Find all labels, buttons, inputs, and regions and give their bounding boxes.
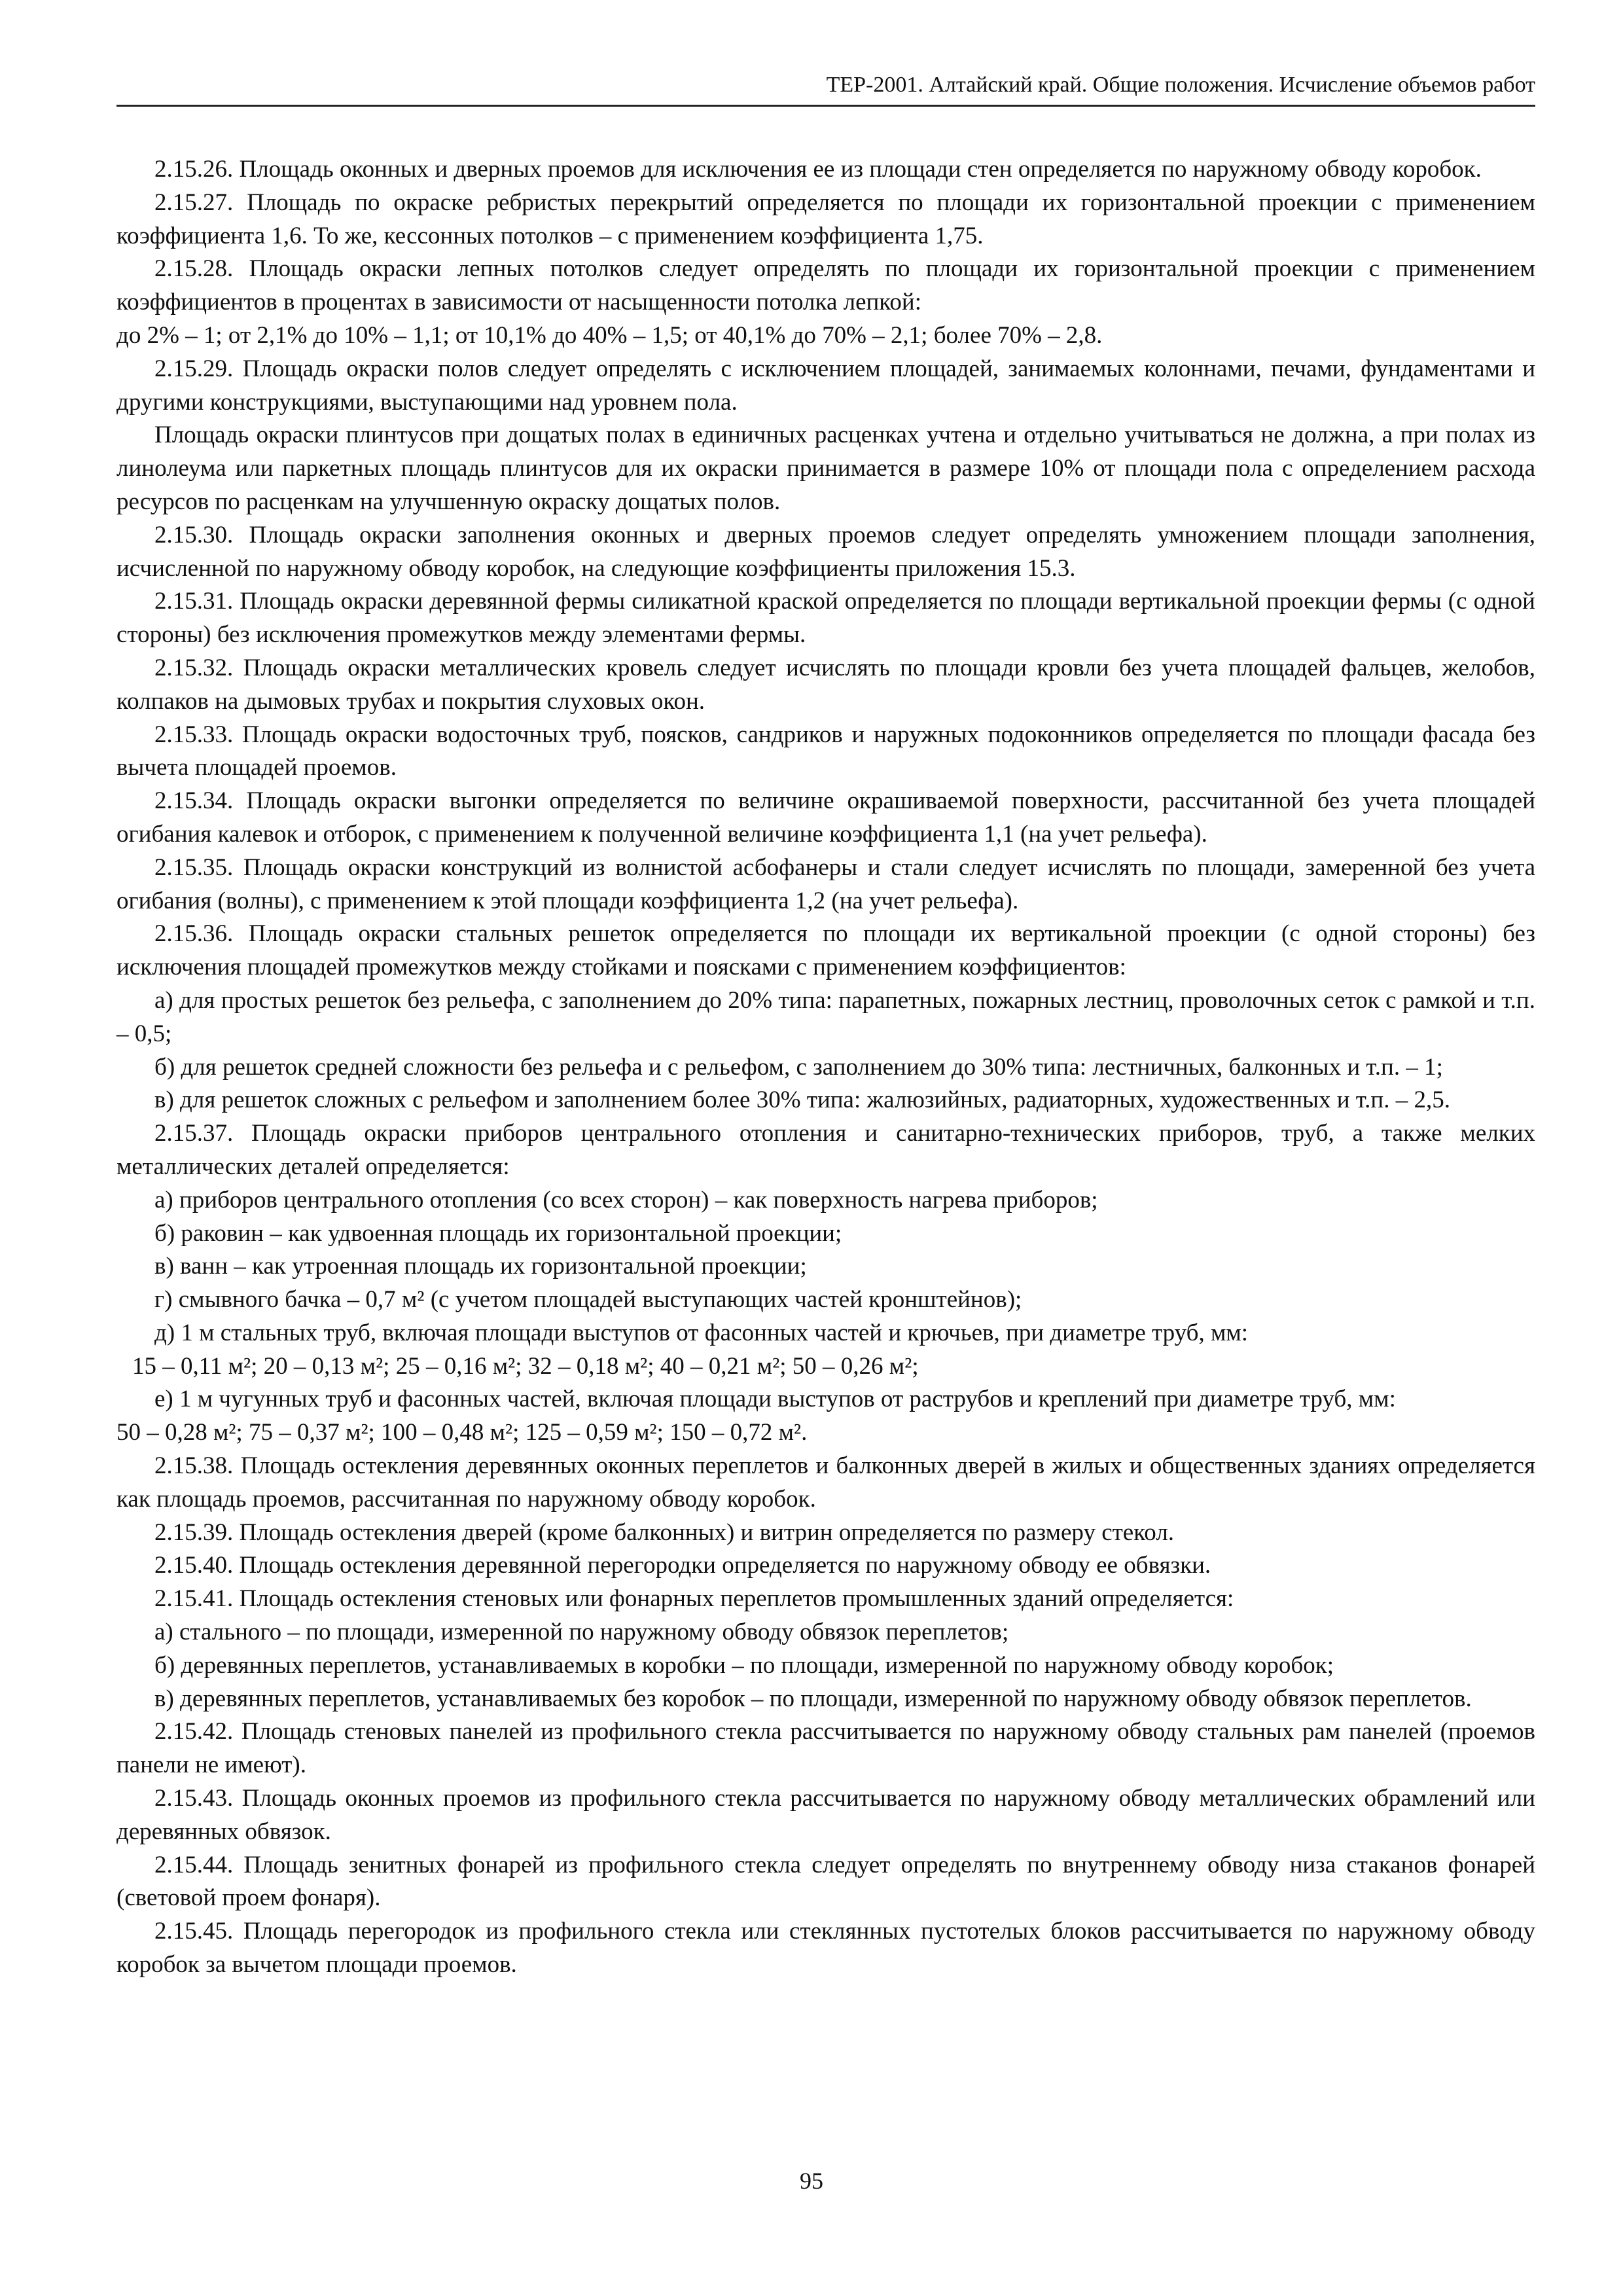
paragraph-2-15-33: 2.15.33. Площадь окраски водосточных труб, поясков, сандриков и наружных подоконников определяется по площади фасада без вычета площадей проемов. — [116, 721, 1535, 781]
paragraph-2-15-39: 2.15.39. Площадь остекления дверей (кроме балконных) и витрин определяется по размеру стекол. — [154, 1518, 1175, 1546]
paragraph-2-15-32: 2.15.32. Площадь окраски металлических кровель следует исчислять по площади кровли без учета площадей фальцев, желобов, колпаков на дымовых трубах и покрытия слуховых окон. — [116, 654, 1535, 715]
list-item-v: в) ванн – как утроенная площадь их горизонтальной проекции; — [154, 1253, 807, 1280]
paragraph-2-15-42: 2.15.42. Площадь стеновых панелей из профильного стекла рассчитывается по наружному обводу стальных рам панелей (проемов панели не имеют). — [116, 1718, 1535, 1779]
header-title: ТЕР-2001. Алтайский край. Общие положения. Исчисление объемов работ — [826, 73, 1535, 97]
paragraph-2-15-37: 2.15.37. Площадь окраски приборов центрального отопления и санитарно-технических приборов, труб, а также мелких металлических деталей определяется: — [116, 1120, 1535, 1180]
paragraph-2-15-34: 2.15.34. Площадь окраски выгонки определяется по величине окрашиваемой поверхности, рассчитанной без учета площадей огибания калевок и отборок, с применением к полученной величине коэффициента 1,1 (на учет рельефа). — [116, 787, 1535, 848]
list-item-a: а) для простых решеток без рельефа, с заполнением до 20% типа: парапетных, пожарных лестниц, проволочных сеток с рамкой и т.п. – 0,5; — [116, 986, 1535, 1047]
paragraph-2-15-27: 2.15.27. Площадь по окраске ребристых перекрытий определяется по площади их горизонтальной проекции с применением коэффициента 1,6. То же, кессонных потолков – с применением коэффициента 1,75. — [116, 188, 1535, 249]
paragraph-plinth-painting: Площадь окраски плинтусов при дощатых полах в единичных расценках учтена и отдельно учитываться не должна, а при полах из линолеума или паркетных площадь плинтусов для их окраски принимается в размере 10% от площади пола с определением расхода ресурсов по расценкам на улучшенную окраску дощатых полов. — [116, 422, 1535, 515]
list-item-e: е) 1 м чугунных труб и фасонных частей, включая площади выступов от раструбов и креплений при диаметре труб, мм: — [154, 1386, 1396, 1413]
list-item-a: а) стального – по площади, измеренной по наружному обводу обвязок переплетов; — [154, 1619, 1009, 1646]
list-item-a: а) приборов центрального отопления (со всех сторон) – как поверхность нагрева приборов; — [154, 1186, 1098, 1213]
list-item-v: в) деревянных переплетов, устанавливаемых без коробок – по площади, измеренной по наружному обводу обвязок переплетов. — [154, 1685, 1472, 1712]
paragraph-2-15-31: 2.15.31. Площадь окраски деревянной фермы силикатной краской определяется по площади вертикальной проекции фермы (с одной стороны) без исключения промежутков между элементами фермы. — [116, 588, 1535, 649]
list-item-g: г) смывного бачка – 0,7 м² (с учетом площадей выступающих частей кронштейнов); — [154, 1286, 1022, 1314]
paragraph-2-15-45: 2.15.45. Площадь перегородок из профильного стекла или стеклянных пустотелых блоков рассчитывается по наружному обводу коробок за вычетом площади проемов. — [116, 1918, 1535, 1979]
list-item-b: б) раковин – как удвоенная площадь их горизонтальной проекции; — [154, 1219, 842, 1247]
paragraph-2-15-40: 2.15.40. Площадь остекления деревянной перегородки определяется по наружному обводу ее обвязки. — [154, 1552, 1211, 1579]
paragraph-2-15-35: 2.15.35. Площадь окраски конструкций из волнистой асбофанеры и стали следует исчислять по площади, замеренной без учета огибания (волны), с применением к этой площади коэффициента 1,2 (на учет рельефа). — [116, 853, 1535, 914]
paragraph-2-15-38: 2.15.38. Площадь остекления деревянных оконных переплетов и балконных дверей в жилых и общественных зданиях определяется как площадь проемов, рассчитанная по наружному обводу коробок. — [116, 1452, 1535, 1513]
paragraph-2-15-36: 2.15.36. Площадь окраски стальных решеток определяется по площади их вертикальной проекции (с одной стороны) без исключения площадей промежутков между стойками и поясками с применением коэффициентов: — [116, 920, 1535, 981]
list-item-d: д) 1 м стальных труб, включая площади выступов от фасонных частей и крючьев, при диаметре труб, мм: — [154, 1319, 1249, 1346]
coefficient-list: до 2% – 1; от 2,1% до 10% – 1,1; от 10,1% до 40% – 1,5; от 40,1% до 70% – 2,1; более 70% – 2,8. — [116, 321, 1103, 349]
paragraph-2-15-44: 2.15.44. Площадь зенитных фонарей из профильного стекла следует определять по внутреннему обводу низа стаканов фонарей (световой проем фонаря). — [116, 1851, 1535, 1912]
list-item-b: б) для решеток средней сложности без рельефа и с рельефом, с заполнением до 30% типа: лестничных, балконных и т.п. – 1; — [154, 1053, 1443, 1081]
list-item-b: б) деревянных переплетов, устанавливаемых в коробки – по площади, измеренной по наружному обводу коробок; — [154, 1651, 1334, 1679]
paragraph-2-15-28: 2.15.28. Площадь окраски лепных потолков следует определять по площади их горизонтальной проекции с применением коэффициентов в процентах в зависимости от насыщенности потолка лепкой: — [116, 255, 1535, 316]
cast-iron-pipe-values: 50 – 0,28 м²; 75 – 0,37 м²; 100 – 0,48 м²; 125 – 0,59 м²; 150 – 0,72 м². — [116, 1419, 808, 1446]
paragraph-2-15-30: 2.15.30. Площадь окраски заполнения оконных и дверных проемов следует определять умножением площади заполнения, исчисленной по наружному обводу коробок, на следующие коэффициенты приложения 15.3. — [116, 521, 1535, 582]
paragraph-2-15-41: 2.15.41. Площадь остекления стеновых или фонарных переплетов промышленных зданий определяется: — [154, 1585, 1234, 1613]
document-body — [116, 153, 1535, 1982]
paragraph-2-15-43: 2.15.43. Площадь оконных проемов из профильного стекла рассчитывается по наружному обводу металлических обрамлений или деревянных обвязок. — [116, 1785, 1535, 1845]
steel-pipe-values: 15 – 0,11 м²; 20 – 0,13 м²; 25 – 0,16 м²; 32 – 0,18 м²; 40 – 0,21 м²; 50 – 0,26 м²; — [132, 1352, 919, 1380]
paragraph-2-15-26: 2.15.26. Площадь оконных и дверных проемов для исключения ее из площади стен определяется по наружному обводу коробок. — [154, 156, 1482, 183]
list-item-v: в) для решеток сложных с рельефом и заполнением более 30% типа: жалюзийных, радиаторных, художественных и т.п. – 2,5. — [154, 1086, 1450, 1114]
paragraph-2-15-29: 2.15.29. Площадь окраски полов следует определять с исключением площадей, занимаемых колоннами, печами, фундаментами и другими конструкциями, выступающими над уровнем пола. — [116, 355, 1535, 416]
running-header — [116, 71, 1535, 107]
page-number: 95 — [800, 2168, 823, 2194]
